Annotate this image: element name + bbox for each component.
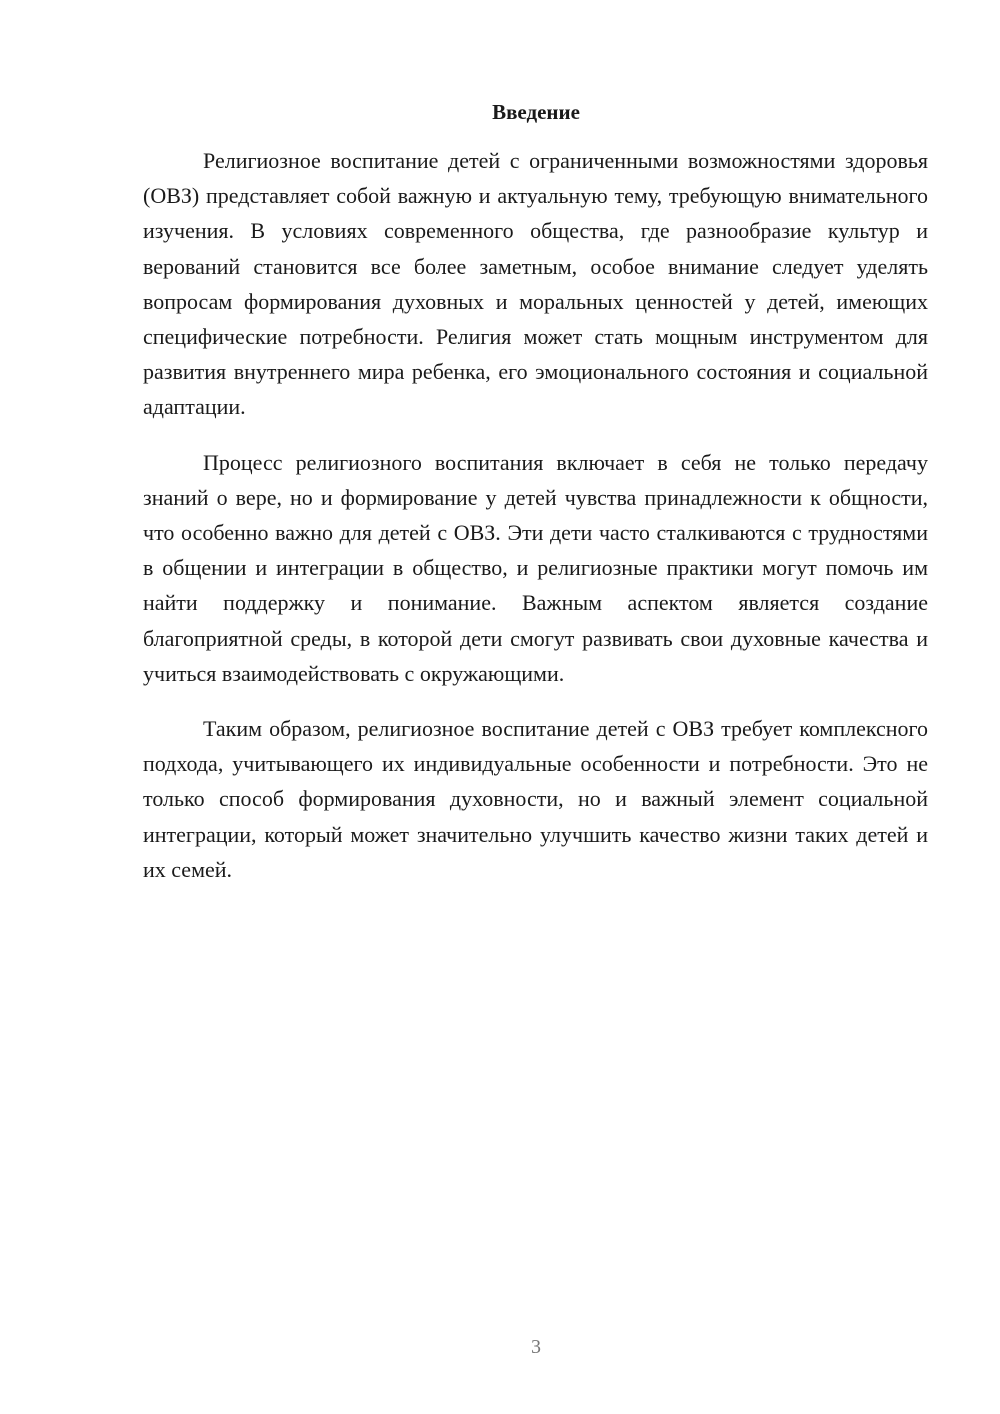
paragraph-2: Процесс религиозного воспитания включает в себя не только передачу знаний о вере, но и формирование у детей чувства принадлежности к общности, что особенно важно для детей с ОВЗ. Эти дети часто сталкиваются с трудностями в общении и интеграции в общество, и религиозные практики могут помочь им найти поддержку и понимание. Важным аспектом является создание благоприятной среды, в которой дети смогут развивать свои духовные качества и учиться взаимодействовать с окружающими. bbox=[143, 449, 928, 686]
page-number: 3 bbox=[531, 1336, 541, 1358]
paragraph-1: Религиозное воспитание детей с ограниченными возможностями здоровья (ОВЗ) представляет собой важную и актуальную тему, требующую внимательного изучения. В условиях современного общества, где разнообразие культур и верований становится все более заметным, особое внимание следует уделять вопросам формирования духовных и моральных ценностей у детей, имеющих специфические потребности. Религия может стать мощным инструментом для развития внутреннего мира ребенка, его эмоционального состояния и социальной адаптации. bbox=[143, 148, 928, 420]
paragraph-3: Таким образом, религиозное воспитание детей с ОВЗ требует комплексного подхода, учитывающего их индивидуальные особенности и потребности. Это не только способ формирования духовности, но и важный элемент социальной интеграции, который может значительно улучшить качество жизни таких детей и их семей. bbox=[143, 716, 928, 882]
body-text bbox=[143, 143, 928, 907]
section-title: Введение bbox=[492, 100, 580, 124]
